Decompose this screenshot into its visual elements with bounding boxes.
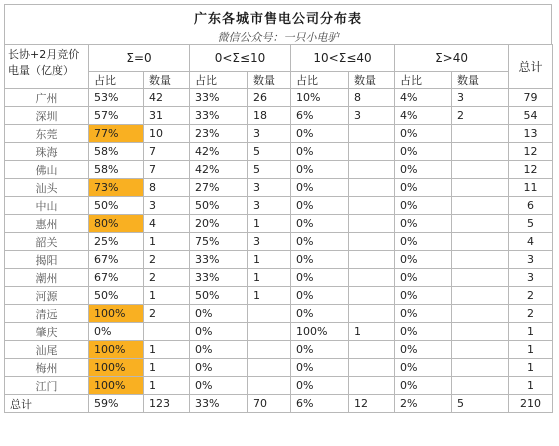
row-total-cell: 12	[509, 161, 553, 179]
count-cell: 3	[248, 125, 291, 143]
count-cell	[452, 287, 509, 305]
group-header-10-40: 10<Σ≤40	[291, 45, 395, 72]
distribution-table	[4, 44, 553, 413]
count-cell: 3	[248, 179, 291, 197]
sub-header-share: 占比	[190, 72, 248, 89]
count-cell	[349, 305, 395, 323]
share-cell: 50%	[190, 197, 248, 215]
share-cell: 100%	[89, 359, 144, 377]
count-cell	[349, 161, 395, 179]
corner-header-line2: 电量（亿度）	[8, 64, 74, 77]
share-cell: 33%	[190, 269, 248, 287]
count-cell	[452, 305, 509, 323]
city-name-cell: 惠州	[5, 215, 89, 233]
share-cell: 0%	[291, 233, 349, 251]
share-cell: 4%	[395, 89, 452, 107]
share-cell: 0%	[291, 143, 349, 161]
count-cell	[248, 377, 291, 395]
row-total-cell: 2	[509, 287, 553, 305]
share-cell: 33%	[190, 251, 248, 269]
city-name-cell: 汕尾	[5, 341, 89, 359]
city-name-cell: 深圳	[5, 107, 89, 125]
distribution-sheet	[4, 4, 552, 413]
count-cell: 3	[144, 197, 190, 215]
table-row	[5, 125, 553, 143]
share-cell: 0%	[89, 323, 144, 341]
count-cell	[349, 143, 395, 161]
count-cell: 1	[248, 215, 291, 233]
city-name-cell: 揭阳	[5, 251, 89, 269]
share-cell: 0%	[395, 197, 452, 215]
city-name-cell: 潮州	[5, 269, 89, 287]
sub-header-count: 数量	[144, 72, 190, 89]
share-cell: 100%	[89, 305, 144, 323]
share-cell: 50%	[89, 197, 144, 215]
share-cell: 0%	[190, 359, 248, 377]
count-cell: 3	[248, 233, 291, 251]
count-cell	[452, 161, 509, 179]
share-cell: 33%	[190, 107, 248, 125]
table-row	[5, 359, 553, 377]
row-total-cell: 2	[509, 305, 553, 323]
city-name-cell: 江门	[5, 377, 89, 395]
count-cell: 1	[144, 377, 190, 395]
sub-header-share: 占比	[291, 72, 349, 89]
share-cell: 23%	[190, 125, 248, 143]
count-cell: 26	[248, 89, 291, 107]
summary-count-cell: 12	[349, 395, 395, 413]
share-cell: 0%	[395, 359, 452, 377]
count-cell	[349, 125, 395, 143]
summary-share-cell: 6%	[291, 395, 349, 413]
total-header: 总计	[509, 45, 553, 89]
summary-row	[5, 395, 553, 413]
count-cell: 3	[248, 197, 291, 215]
summary-share-cell: 59%	[89, 395, 144, 413]
share-cell: 0%	[395, 179, 452, 197]
count-cell: 2	[452, 107, 509, 125]
share-cell: 33%	[190, 89, 248, 107]
share-cell: 57%	[89, 107, 144, 125]
share-cell: 0%	[291, 179, 349, 197]
row-total-cell: 1	[509, 323, 553, 341]
share-cell: 0%	[291, 197, 349, 215]
table-subtitle: 微信公众号：一只小电驴	[217, 31, 339, 44]
count-cell	[452, 125, 509, 143]
share-cell: 42%	[190, 143, 248, 161]
row-total-cell: 1	[509, 341, 553, 359]
share-cell: 0%	[291, 287, 349, 305]
summary-count-cell: 5	[452, 395, 509, 413]
count-cell	[452, 323, 509, 341]
row-total-cell: 3	[509, 269, 553, 287]
row-total-cell: 1	[509, 359, 553, 377]
share-cell: 6%	[291, 107, 349, 125]
table-row	[5, 161, 553, 179]
city-name-cell: 佛山	[5, 161, 89, 179]
city-name-cell: 东莞	[5, 125, 89, 143]
sub-header-share: 占比	[395, 72, 452, 89]
sub-header-share: 占比	[89, 72, 144, 89]
count-cell: 10	[144, 125, 190, 143]
city-name-cell: 河源	[5, 287, 89, 305]
row-total-cell: 54	[509, 107, 553, 125]
table-row	[5, 89, 553, 107]
city-name-cell: 汕头	[5, 179, 89, 197]
count-cell: 1	[144, 341, 190, 359]
row-total-cell: 79	[509, 89, 553, 107]
share-cell: 50%	[89, 287, 144, 305]
share-cell: 0%	[395, 305, 452, 323]
count-cell	[349, 269, 395, 287]
share-cell: 0%	[291, 125, 349, 143]
count-cell: 31	[144, 107, 190, 125]
share-cell: 0%	[395, 233, 452, 251]
count-cell	[452, 269, 509, 287]
corner-header-line1: 长协+2月竞价	[8, 48, 80, 61]
share-cell: 42%	[190, 161, 248, 179]
share-cell: 0%	[395, 161, 452, 179]
table-row	[5, 305, 553, 323]
count-cell: 1	[349, 323, 395, 341]
count-cell: 3	[349, 107, 395, 125]
share-cell: 0%	[291, 377, 349, 395]
table-row	[5, 179, 553, 197]
share-cell: 73%	[89, 179, 144, 197]
count-cell: 18	[248, 107, 291, 125]
share-cell: 20%	[190, 215, 248, 233]
count-cell: 1	[144, 233, 190, 251]
row-total-cell: 11	[509, 179, 553, 197]
share-cell: 100%	[89, 377, 144, 395]
sub-header-count: 数量	[452, 72, 509, 89]
share-cell: 0%	[291, 305, 349, 323]
group-header-row	[5, 45, 553, 72]
grand-total-cell: 210	[509, 395, 553, 413]
count-cell: 1	[248, 269, 291, 287]
count-cell	[452, 341, 509, 359]
share-cell: 0%	[291, 161, 349, 179]
count-cell	[349, 179, 395, 197]
share-cell: 0%	[190, 341, 248, 359]
count-cell	[452, 179, 509, 197]
count-cell: 1	[144, 359, 190, 377]
table-row	[5, 197, 553, 215]
corner-header	[5, 45, 89, 89]
title-block	[4, 4, 552, 44]
count-cell	[452, 215, 509, 233]
share-cell: 53%	[89, 89, 144, 107]
city-name-cell: 珠海	[5, 143, 89, 161]
table-title: 广东各城市售电公司分布表	[193, 12, 362, 27]
count-cell: 8	[349, 89, 395, 107]
share-cell: 67%	[89, 251, 144, 269]
summary-share-cell: 33%	[190, 395, 248, 413]
row-total-cell: 5	[509, 215, 553, 233]
count-cell: 5	[248, 143, 291, 161]
count-cell: 7	[144, 161, 190, 179]
group-header-zero: Σ=0	[89, 45, 190, 72]
share-cell: 0%	[395, 125, 452, 143]
share-cell: 100%	[89, 341, 144, 359]
count-cell: 1	[248, 251, 291, 269]
count-cell	[248, 323, 291, 341]
share-cell: 0%	[291, 359, 349, 377]
count-cell	[349, 233, 395, 251]
sub-header-count: 数量	[349, 72, 395, 89]
table-row	[5, 269, 553, 287]
count-cell	[349, 215, 395, 233]
city-name-cell: 韶关	[5, 233, 89, 251]
count-cell	[248, 341, 291, 359]
share-cell: 0%	[395, 269, 452, 287]
share-cell: 80%	[89, 215, 144, 233]
row-total-cell: 13	[509, 125, 553, 143]
city-name-cell: 肇庆	[5, 323, 89, 341]
count-cell	[349, 359, 395, 377]
count-cell	[349, 197, 395, 215]
share-cell: 27%	[190, 179, 248, 197]
share-cell: 0%	[395, 341, 452, 359]
count-cell: 5	[248, 161, 291, 179]
summary-count-cell: 123	[144, 395, 190, 413]
share-cell: 50%	[190, 287, 248, 305]
count-cell	[452, 143, 509, 161]
table-row	[5, 215, 553, 233]
city-name-cell: 清远	[5, 305, 89, 323]
table-row	[5, 341, 553, 359]
count-cell: 2	[144, 269, 190, 287]
share-cell: 0%	[395, 215, 452, 233]
share-cell: 0%	[395, 287, 452, 305]
count-cell	[144, 323, 190, 341]
share-cell: 67%	[89, 269, 144, 287]
count-cell	[452, 233, 509, 251]
city-name-cell: 广州	[5, 89, 89, 107]
sub-header-count: 数量	[248, 72, 291, 89]
share-cell: 0%	[291, 215, 349, 233]
summary-label-cell: 总计	[5, 395, 89, 413]
count-cell	[452, 251, 509, 269]
row-total-cell: 6	[509, 197, 553, 215]
count-cell	[349, 341, 395, 359]
share-cell: 0%	[395, 323, 452, 341]
share-cell: 77%	[89, 125, 144, 143]
count-cell: 4	[144, 215, 190, 233]
table-row	[5, 377, 553, 395]
share-cell: 0%	[190, 377, 248, 395]
share-cell: 58%	[89, 143, 144, 161]
share-cell: 0%	[291, 269, 349, 287]
share-cell: 25%	[89, 233, 144, 251]
share-cell: 0%	[291, 341, 349, 359]
row-total-cell: 12	[509, 143, 553, 161]
table-row	[5, 107, 553, 125]
count-cell: 3	[452, 89, 509, 107]
share-cell: 0%	[190, 323, 248, 341]
group-header-0-10: 0<Σ≤10	[190, 45, 291, 72]
city-name-cell: 中山	[5, 197, 89, 215]
share-cell: 0%	[395, 377, 452, 395]
share-cell: 75%	[190, 233, 248, 251]
share-cell: 0%	[291, 251, 349, 269]
row-total-cell: 1	[509, 377, 553, 395]
count-cell	[452, 197, 509, 215]
share-cell: 0%	[190, 305, 248, 323]
count-cell	[248, 359, 291, 377]
count-cell: 42	[144, 89, 190, 107]
count-cell	[349, 251, 395, 269]
count-cell: 2	[144, 305, 190, 323]
share-cell: 10%	[291, 89, 349, 107]
summary-count-cell: 70	[248, 395, 291, 413]
row-total-cell: 3	[509, 251, 553, 269]
count-cell: 8	[144, 179, 190, 197]
count-cell	[248, 305, 291, 323]
summary-share-cell: 2%	[395, 395, 452, 413]
share-cell: 4%	[395, 107, 452, 125]
count-cell	[452, 359, 509, 377]
share-cell: 0%	[395, 143, 452, 161]
count-cell	[349, 287, 395, 305]
row-total-cell: 4	[509, 233, 553, 251]
count-cell: 7	[144, 143, 190, 161]
table-row	[5, 233, 553, 251]
share-cell: 100%	[291, 323, 349, 341]
table-row	[5, 287, 553, 305]
count-cell: 1	[248, 287, 291, 305]
table-row	[5, 251, 553, 269]
share-cell: 0%	[395, 251, 452, 269]
count-cell: 2	[144, 251, 190, 269]
count-cell	[452, 377, 509, 395]
table-row	[5, 323, 553, 341]
share-cell: 58%	[89, 161, 144, 179]
count-cell	[349, 377, 395, 395]
table-row	[5, 143, 553, 161]
count-cell: 1	[144, 287, 190, 305]
city-name-cell: 梅州	[5, 359, 89, 377]
group-header-over-40: Σ>40	[395, 45, 509, 72]
